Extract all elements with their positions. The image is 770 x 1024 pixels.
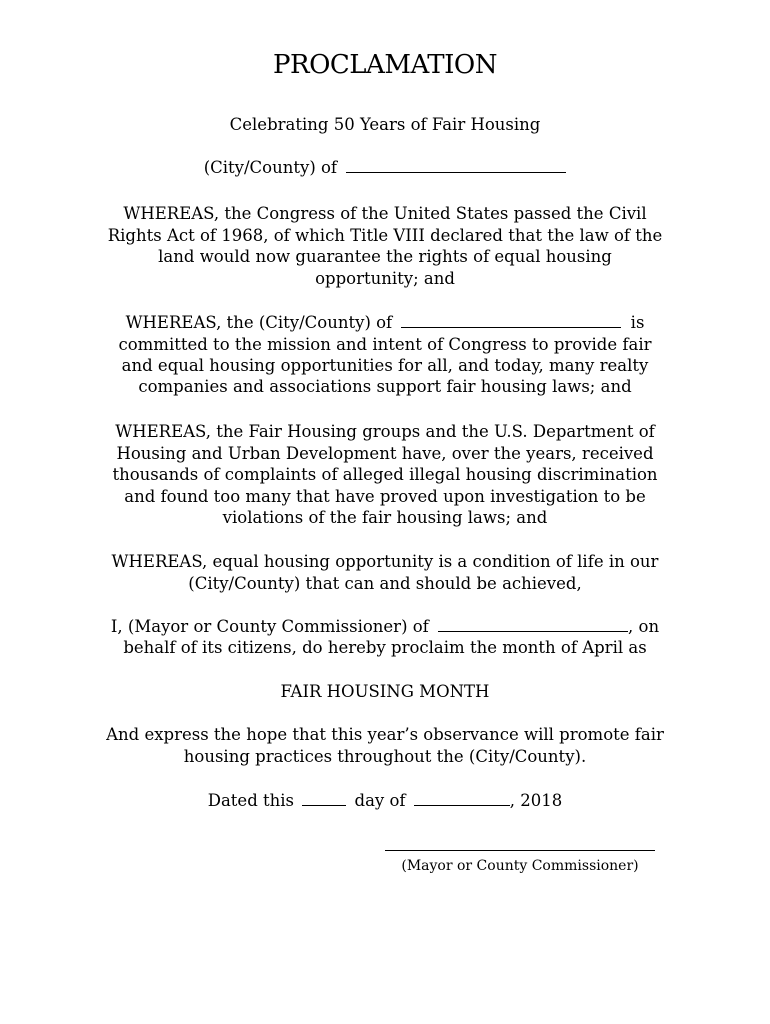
city-name-blank-2[interactable] <box>401 312 621 328</box>
paragraph1-line: WHEREAS, the Congress of the United States passed the Civil <box>123 204 647 223</box>
paragraph3-line: violations of the fair housing laws; and <box>222 508 548 527</box>
paragraph3-line: WHEREAS, the Fair Housing groups and the U.S. Department of <box>115 422 655 441</box>
dated-suffix: , 2018 <box>509 791 563 810</box>
page-title: PROCLAMATION <box>273 50 497 80</box>
paragraph5-line-end: , on <box>628 617 660 636</box>
paragraph2-line-start: WHEREAS, the (City/County) of <box>125 313 393 332</box>
paragraph3-line: thousands of complaints of alleged illegal housing discrimination <box>112 465 658 484</box>
dated-prefix: Dated this <box>207 791 295 810</box>
paragraph1-line: Rights Act of 1968, of which Title VIII declared that the law of the <box>107 226 663 245</box>
paragraph2-first-line <box>0 312 770 334</box>
subtitle: Celebrating 50 Years of Fair Housing <box>229 115 541 134</box>
day-blank[interactable] <box>302 790 346 806</box>
paragraph2-line-end: is <box>630 313 645 332</box>
paragraph4-line: (City/County) that can and should be achieved, <box>188 574 582 593</box>
fair-housing-heading: FAIR HOUSING MONTH <box>280 682 490 701</box>
paragraph6-line: And express the hope that this year’s observance will promote fair <box>106 725 664 744</box>
dated-line <box>0 790 770 812</box>
paragraph5-line: behalf of its citizens, do hereby proclaim the month of April as <box>123 638 647 657</box>
signature-caption: (Mayor or County Commissioner) <box>401 858 639 874</box>
signature-line[interactable] <box>385 850 655 851</box>
paragraph6-line: housing practices throughout the (City/County). <box>183 747 587 766</box>
paragraph1-line: land would now guarantee the rights of equal housing <box>158 247 612 266</box>
paragraph5-first-line <box>0 616 770 638</box>
paragraph3-line: Housing and Urban Development have, over the years, received <box>116 444 654 463</box>
paragraph2-line: and equal housing opportunities for all, and today, many realty <box>121 356 649 375</box>
paragraph3-line: and found too many that have proved upon investigation to be <box>124 487 646 506</box>
jurisdiction-blank[interactable] <box>438 616 628 632</box>
city-name-blank[interactable] <box>346 157 566 173</box>
paragraph1-line: opportunity; and <box>315 269 455 288</box>
paragraph2-line: committed to the mission and intent of Congress to provide fair <box>118 335 652 354</box>
city-line <box>0 157 770 179</box>
city-line-label: (City/County) of <box>203 158 338 177</box>
month-blank[interactable] <box>414 790 510 806</box>
paragraph4-line: WHEREAS, equal housing opportunity is a condition of life in our <box>111 552 659 571</box>
dated-middle: day of <box>354 791 406 810</box>
paragraph2-line: companies and associations support fair housing laws; and <box>138 377 632 396</box>
paragraph5-line-start: I, (Mayor or County Commissioner) of <box>110 617 429 636</box>
